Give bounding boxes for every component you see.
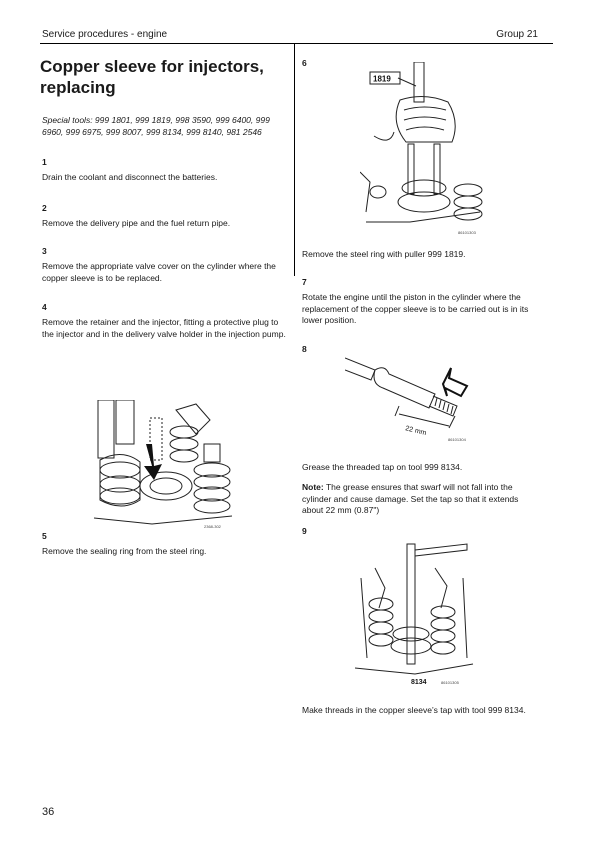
header-rule — [40, 43, 553, 44]
step-2-text: Remove the delivery pipe and the fuel return pipe. — [42, 218, 231, 228]
note-text: The grease ensures that swarf will not fall into the cylinder and cause damage. Set the tap so that it extends about 22 mm (0.87") — [302, 482, 519, 515]
step-8-note — [302, 482, 542, 517]
step-6-text: Remove the steel ring with puller 999 1819. — [302, 249, 466, 259]
fig9-reference-code: 86101305 — [441, 680, 459, 685]
step-1-text: Drain the coolant and disconnect the batteries. — [42, 172, 218, 182]
steel-ring-puller-illustration — [360, 62, 490, 237]
page-number: 36 — [42, 806, 55, 818]
threaded-tap-illustration — [345, 350, 475, 445]
step-5-number: 5 — [42, 531, 47, 541]
page-title: Copper sleeve for injectors, replacing — [40, 57, 264, 97]
fig4-reference-code: 2368-302 — [204, 524, 221, 529]
step-6-number: 6 — [302, 58, 307, 68]
fig6-tool-callout: 1819 — [373, 74, 391, 84]
step-9-number: 9 — [302, 526, 307, 536]
fig8-dimension-label: 22 mm — [404, 425, 427, 438]
step-2-number: 2 — [42, 203, 47, 213]
injector-removal-illustration — [92, 400, 242, 530]
step-3-text: Remove the appropriate valve cover on the cylinder where the copper sleeve is to be replaced. — [42, 261, 276, 283]
running-header-group: Group 21 — [496, 29, 538, 40]
fig6-reference-code: 86101303 — [458, 230, 476, 235]
fig8-reference-code: 86101304 — [448, 437, 466, 442]
step-8-number: 8 — [302, 344, 307, 354]
step-5-text: Remove the sealing ring from the steel ring. — [42, 546, 207, 556]
step-4-number: 4 — [42, 302, 47, 312]
special-tools: Special tools: 999 1801, 999 1819, 998 3590, 999 6400, 999 6960, 999 6975, 999 8007, 999 8134, 999 8140, 981 2546 — [42, 115, 270, 137]
step-9-text: Make threads in the copper sleeve’s tap with tool 999 8134. — [302, 705, 526, 715]
column-divider — [294, 44, 295, 276]
fig9-tool-callout: 8134 — [411, 679, 427, 686]
tap-threading-illustration — [355, 538, 475, 693]
note-label: Note: — [302, 482, 324, 492]
step-8-text: Grease the threaded tap on tool 999 8134. — [302, 462, 463, 472]
step-3-number: 3 — [42, 246, 47, 256]
step-7-text: Rotate the engine until the piston in the cylinder where the replacement of the copper sleeve is to be carried out is in its lower position. — [302, 292, 529, 325]
step-4-text: Remove the retainer and the injector, fitting a protective plug to the injector and in the delivery valve holder in the injection pump. — [42, 317, 286, 339]
step-7-number: 7 — [302, 277, 307, 287]
running-header-section: Service procedures - engine — [42, 29, 168, 40]
step-1-number: 1 — [42, 157, 47, 167]
